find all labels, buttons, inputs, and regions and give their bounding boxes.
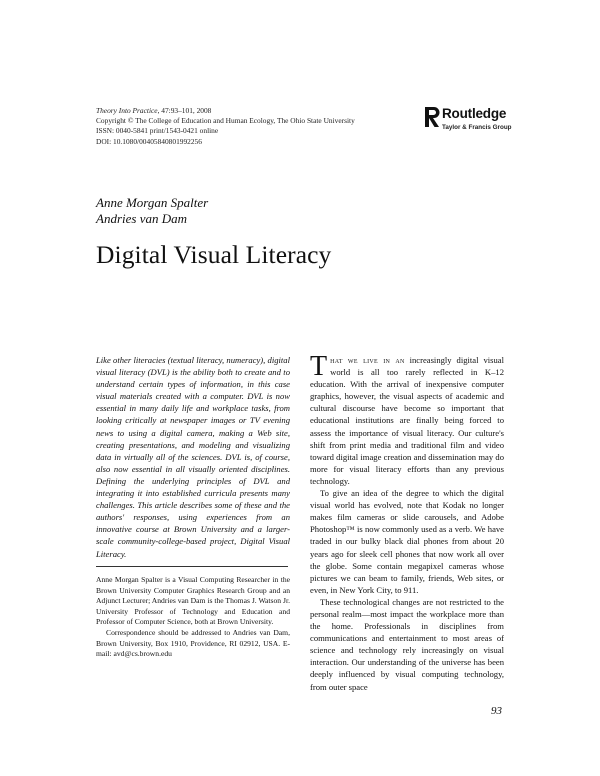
lead-in: hat we live in an: [330, 355, 405, 365]
doi-line: DOI: 10.1080/00405840801992256: [96, 136, 202, 146]
article-title: Digital Visual Literacy: [96, 240, 332, 269]
article-metadata: [96, 106, 355, 147]
page-number: 93: [491, 705, 502, 717]
copyright-line: Copyright © The College of Education and Human Ecology, The Ohio State University: [96, 116, 355, 126]
journal-citation: [96, 106, 355, 116]
author-list: [96, 195, 208, 227]
footnote-divider: [96, 566, 288, 567]
paragraph-text: increasingly digital visual world is all too rarely reflected in K–12 education. With the arrival of inexpensive computer graphics, however, the visual aspects of academic and cultural discourse have become so important that educational institutions are finally being forced to assess the importance of visual literacy. Our culture's shift from print media and traditional film and video toward digital image creation and dissemination may do more for visual literacy efforts than any previous technology.: [310, 355, 504, 486]
journal-name: Theory Into Practice: [96, 106, 158, 115]
volume-pages: , 47:93–101, 2008: [157, 106, 212, 115]
author-name: Andries van Dam: [96, 211, 187, 226]
body-paragraph: [310, 351, 504, 487]
routledge-r-icon: [425, 107, 440, 127]
body-paragraph: To give an idea of the degree to which the digital visual world has evolved, note that Kodak no longer makes film cameras or slide carousels, and Adobe Photoshop™ is now commonly used as a verb. We have traded in our bulky black dial phones from about 20 years ago for sleek cell phones that now work all over the globe. Some contain megapixel cameras whose pictures we can beam to family, friends, Web sites, or even, in New York City, to 911.: [310, 488, 504, 595]
issn-line: ISSN: 0040-5841 print/1543-0421 online: [96, 126, 219, 136]
body-text: [310, 351, 504, 693]
correspondence-note: Correspondence should be addressed to Andries van Dam, Brown University, Box 1910, Providence, RI 02912, USA. E-mail: avd@cs.brown.edu: [96, 627, 290, 659]
publisher-name: Routledge: [442, 106, 507, 121]
author-footnote: [96, 575, 290, 660]
author-name: Anne Morgan Spalter: [96, 195, 209, 210]
abstract: Like other literacies (textual literacy, numeracy), digital visual literacy (DVL) is the ability both to create and to understand certain types of information, in this case visual materials created with a computer. DVL is now essential in many daily life and workplace tasks, from looking critically at newspaper images or TV evening news to using a digital camera, making a Web site, creating presentations, and modeling and visualizing data in virtually all of the sciences. DVL is, of course, also now essential in all visually oriented disciplines. Defining the underlying principles of DVL and integrating it into established curricula presents many challenges. This article describes some of these and the authors' responses, using experiences from an innovative course at Brown University and a larger-scale community-college-based project, Digital Visual Literacy.: [96, 355, 290, 559]
drop-cap: T: [310, 351, 328, 382]
publisher-subtitle: Taylor & Francis Group: [442, 124, 512, 131]
body-paragraph: These technological changes are not restricted to the personal realm—most impact the workplace more than the home. Professionals in disciplines from communications and entertainment to most areas of science and technology rely increasingly on visual interaction. Our understanding of the universe has been deeply influenced by visual computing technology, from outer space: [310, 596, 504, 692]
publisher-logo: [425, 107, 535, 133]
author-bio: Anne Morgan Spalter is a Visual Computing Researcher in the Brown University Computer Graphics Research Group and an Adjunct Lecturer; Andries van Dam is the Thomas J. Watson Jr. University Professor of Technology and Education and Professor of Computer Science, both at Brown University.: [96, 575, 290, 627]
